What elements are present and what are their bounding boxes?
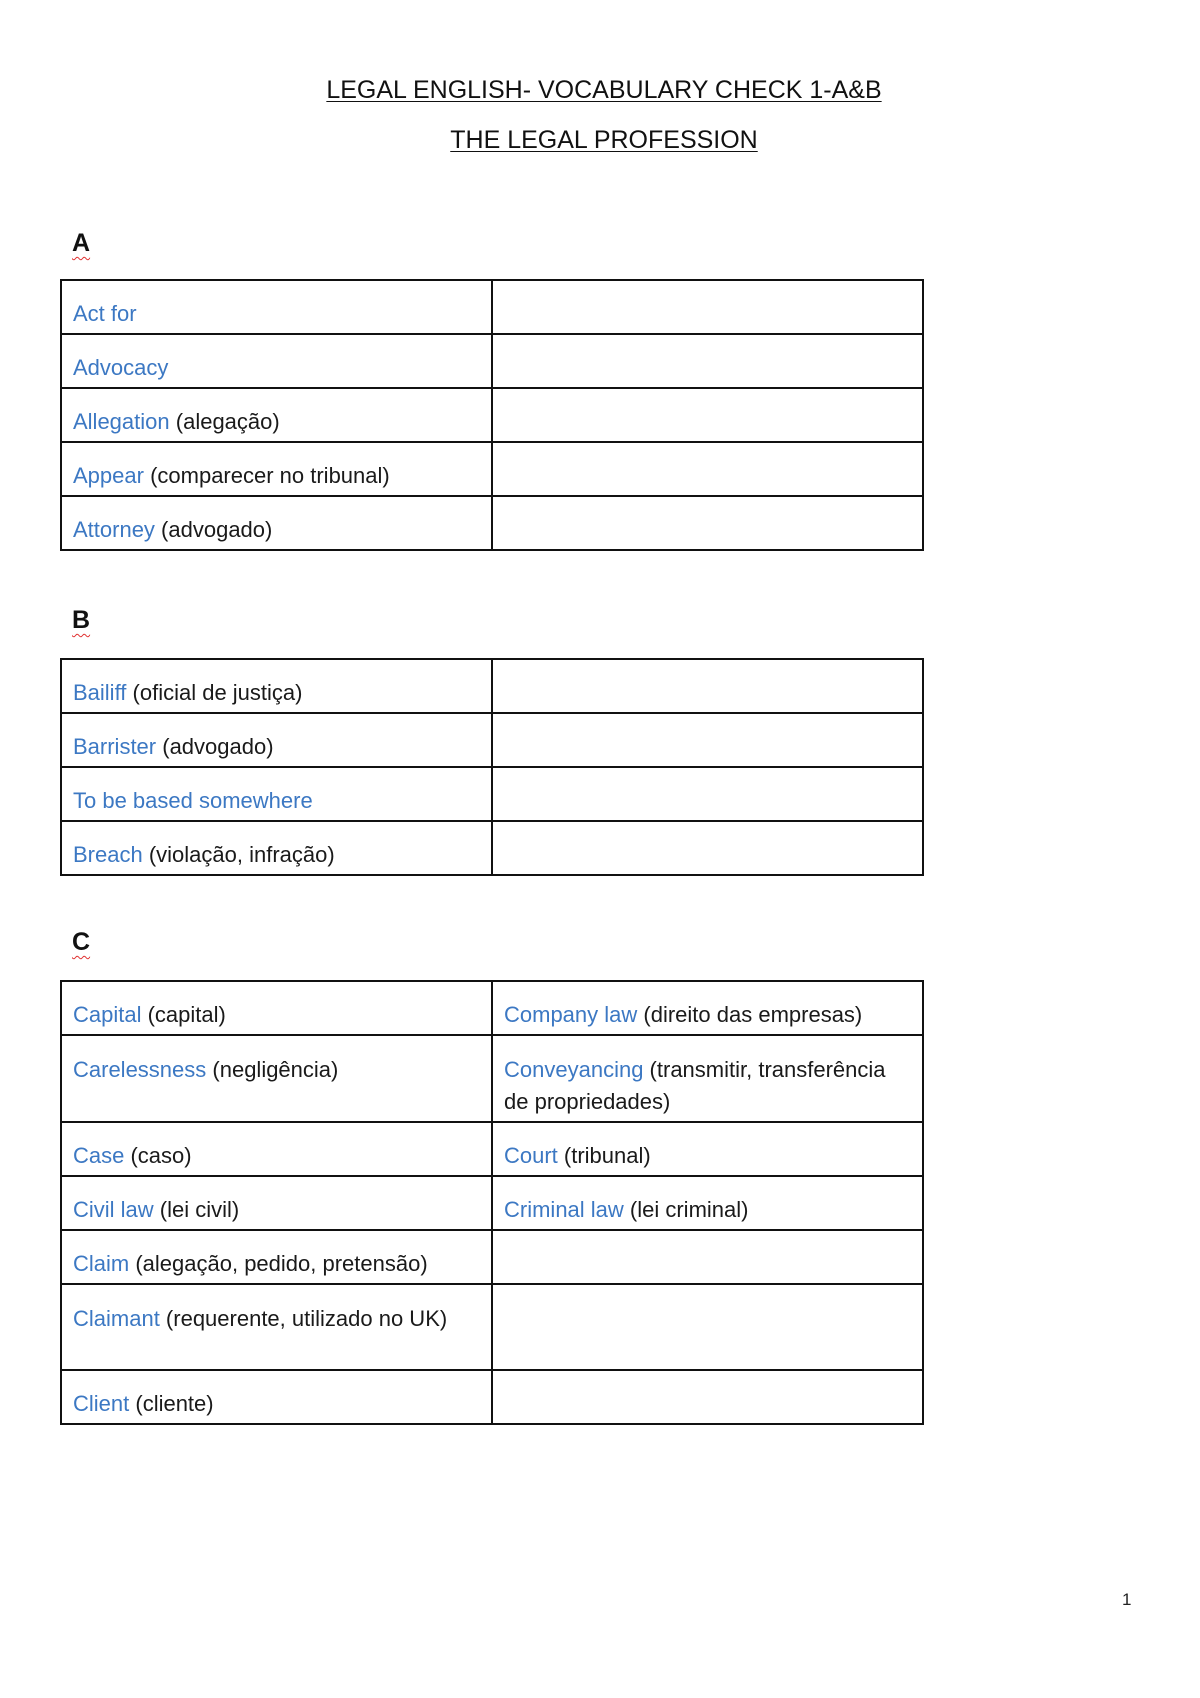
term-cell xyxy=(61,1284,492,1370)
translation: (advogado) xyxy=(156,734,274,759)
term-cell xyxy=(61,659,492,713)
term: Case xyxy=(73,1143,125,1168)
table-row xyxy=(61,1122,923,1176)
translation: (advogado) xyxy=(154,517,273,542)
table-row xyxy=(61,1370,923,1424)
answer-cell xyxy=(492,334,923,388)
section-a-table xyxy=(60,279,924,551)
term-cell xyxy=(492,981,923,1035)
term-cell xyxy=(61,442,492,496)
table-row xyxy=(61,713,923,767)
term: Client xyxy=(73,1391,130,1416)
answer-cell xyxy=(492,821,923,875)
term: Allegation xyxy=(73,409,170,434)
answer-cell xyxy=(492,388,923,442)
answer-cell xyxy=(492,1284,923,1370)
translation: (violação, infração) xyxy=(142,842,335,867)
table-row xyxy=(61,1176,923,1230)
term: To be based somewhere xyxy=(73,788,313,813)
term: Conveyancing xyxy=(504,1057,644,1082)
answer-cell xyxy=(492,659,923,713)
term: Barrister xyxy=(73,734,157,759)
answer-cell xyxy=(492,280,923,334)
section-c-heading: C xyxy=(72,928,91,956)
answer-cell xyxy=(492,767,923,821)
translation: (lei criminal) xyxy=(623,1197,749,1222)
table-row xyxy=(61,1035,923,1122)
answer-cell xyxy=(492,442,923,496)
term: Breach xyxy=(73,842,143,867)
term: Company law xyxy=(504,1002,638,1027)
term-cell xyxy=(61,388,492,442)
translation: (lei civil) xyxy=(153,1197,240,1222)
term-cell xyxy=(61,280,492,334)
term-cell xyxy=(61,821,492,875)
answer-cell xyxy=(492,496,923,550)
section-b-heading: B xyxy=(72,606,91,634)
term: Criminal law xyxy=(504,1197,624,1222)
table-row xyxy=(61,767,923,821)
translation: (comparecer no tribunal) xyxy=(143,463,390,488)
term: Carelessness xyxy=(73,1057,207,1082)
term: Civil law xyxy=(73,1197,154,1222)
term-cell xyxy=(61,1122,492,1176)
translation: (alegação) xyxy=(169,409,280,434)
term-cell xyxy=(61,713,492,767)
term-cell xyxy=(61,981,492,1035)
term-cell xyxy=(61,767,492,821)
term-cell xyxy=(61,1370,492,1424)
table-row xyxy=(61,388,923,442)
term-cell xyxy=(61,1176,492,1230)
section-c-table xyxy=(60,980,924,1425)
page-number: 1 xyxy=(1122,1590,1132,1609)
term-cell xyxy=(492,1122,923,1176)
term-cell xyxy=(61,1230,492,1284)
term: Advocacy xyxy=(73,355,169,380)
table-row xyxy=(61,1284,923,1370)
term-cell xyxy=(492,1035,923,1122)
section-b-table xyxy=(60,658,924,876)
answer-cell xyxy=(492,1370,923,1424)
translation: (capital) xyxy=(141,1002,226,1027)
table-row xyxy=(61,442,923,496)
table-row xyxy=(61,280,923,334)
term: Claimant xyxy=(73,1306,160,1331)
term-cell xyxy=(61,496,492,550)
term: Claim xyxy=(73,1251,130,1276)
table-row xyxy=(61,659,923,713)
translation: (oficial de justiça) xyxy=(126,680,303,705)
table-row xyxy=(61,496,923,550)
table-row xyxy=(61,981,923,1035)
term-cell xyxy=(61,1035,492,1122)
table-row xyxy=(61,1230,923,1284)
section-a-heading: A xyxy=(72,229,91,257)
term: Appear xyxy=(73,463,144,488)
term: Attorney xyxy=(73,517,155,542)
term: Act for xyxy=(73,301,137,326)
term: Capital xyxy=(73,1002,142,1027)
translation: (transmitir, transferência de propriedades) xyxy=(504,1057,886,1114)
document-subtitle: THE LEGAL PROFESSION xyxy=(450,126,758,154)
term-cell xyxy=(492,1176,923,1230)
term-cell xyxy=(61,334,492,388)
table-row xyxy=(61,334,923,388)
translation: (direito das empresas) xyxy=(637,1002,863,1027)
answer-cell xyxy=(492,713,923,767)
translation: (requerente, utilizado no UK) xyxy=(159,1306,448,1331)
translation: (cliente) xyxy=(129,1391,214,1416)
term: Bailiff xyxy=(73,680,127,705)
translation: (negligência) xyxy=(206,1057,339,1082)
table-row xyxy=(61,821,923,875)
translation: (tribunal) xyxy=(557,1143,651,1168)
answer-cell xyxy=(492,1230,923,1284)
translation: (caso) xyxy=(124,1143,192,1168)
translation: (alegação, pedido, pretensão) xyxy=(129,1251,428,1276)
document-title: LEGAL ENGLISH- VOCABULARY CHECK 1-A&B xyxy=(326,76,882,104)
term: Court xyxy=(504,1143,558,1168)
